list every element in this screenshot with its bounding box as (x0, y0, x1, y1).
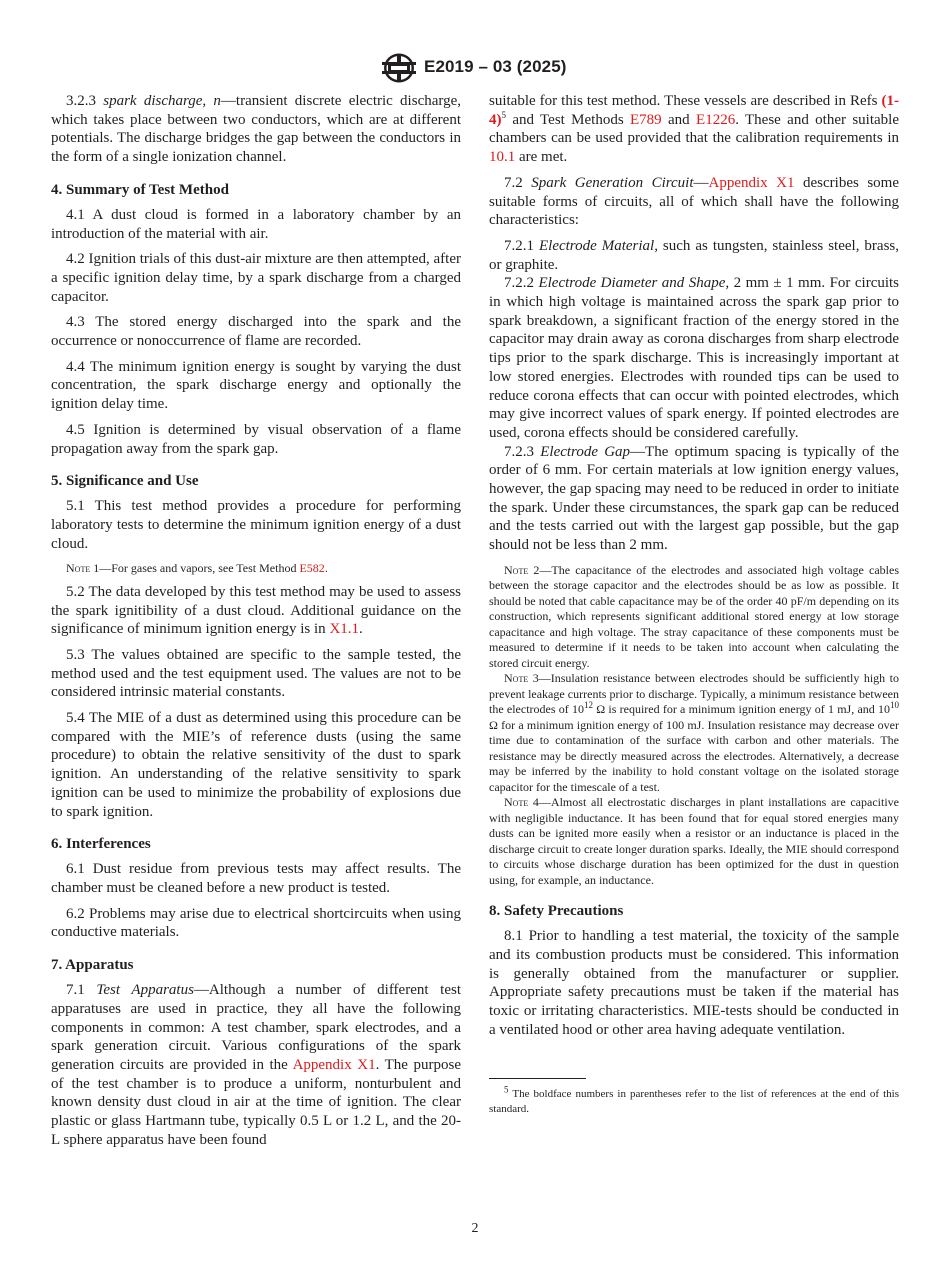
link-refs-1-4[interactable]: (1-4) (489, 93, 899, 128)
note-3: Note 3—Insulation resistance between electrodes should be sufficiently high to prevent leakage currents prior to discharge. Typically, a minimum resistance between the electrodes of $10^{12}$ Ω is required for a minimum ignition energy of 1 mJ, and $10^{10}$ Ω for a minimum ignition energy of 100 mJ. Insulation resistance may decrease over time due to contamination of the surface with carbon and other materials. The resistance may be directly measured across the electrodes. Alternatively, a decrease may be inferred by the inability to hold constant voltage on the isolated storage capacitor for the timescale of a test. (489, 671, 900, 794)
footnote-marker: 5 (501, 109, 506, 120)
astm-logo-icon (380, 52, 418, 84)
link-e582[interactable]: E582 (299, 561, 325, 576)
paragraph-7-2-2: 7.2.2 Electrode Diameter and Shape, 2 mm ± 1 mm. For circuits in which high voltage is maintained across the spark gap prior to spark breakdown, a significant fraction of the energy stored in the capacitor may drain away as corona discharges from sharp electrode tips prior to the spark discharge. This is increasingly important at low stored energies. Electrodes with rounded tips can be used to reduce corona effects that can occur with pointed electrodes, which may give incorrect values of spark energy. If pointed electrodes are used, corona effects should be considered carefully. (489, 275, 900, 441)
link-appendix-x1[interactable]: Appendix X1 (292, 1056, 376, 1073)
paragraph-5-2: 5.2 The data developed by this test method may be used to assess the spark ignitibility of a dust cloud. Additional guidance on the significance of minimum ignition energy is in X1.1. (51, 583, 461, 638)
paragraph-7-1: 7.1 Test Apparatus—Although a number of different test apparatuses are used in practice, they all have the following components in common: A test chamber, spark electrodes, and a spark generation circuit. Various configurations of the spark generation circuits are provided in the Appendix X1. The purpose of the test chamber is to produce a uniform, nonturbulent and known density dust cloud in air at the time of ignition. The clear plastic or glass Hartmann tube, typically 0.5 L or 1.2 L, and the 20-L sphere apparatus have been found (51, 982, 461, 1148)
paragraph-3-2-3: 3.2.3 spark discharge, n—transient discrete electric discharge, which takes place between two conductors, which are at different potentials. The discharge bridges the gap between the conductors in the form of a single ionization channel. (51, 93, 462, 166)
paragraph-4-3: 4.3 The stored energy discharged into the spark and the occurrence or nonoccurrence of flame are recorded. (51, 314, 461, 350)
right-column (489, 92, 899, 1117)
paragraph-4-1: 4.1 A dust cloud is formed in a laboratory chamber by an introduction of the material with air. (51, 206, 461, 242)
note-1: Note 1—For gases and vapors, see Test Method E582. (66, 561, 328, 576)
paragraph-5-4: 5.4 The MIE of a dust as determined using this procedure can be compared with the MIE’s of reference dusts (using the same procedure) to obtain the relative sensitivity of the dust to spark ignition. An understanding of the relative sensitivity to spark ignition can be used to minimize the probability of explosions due to spark ignition. (51, 710, 461, 820)
note-4: Note 4—Almost all electrostatic discharges in plant installations are capacitive with negligible inductance. It has been found that for equal stored energies many dusts can be ignited more easily when a resistor or an inductance is placed in the discharge circuit to create longer duration sparks. Ideally, the MIE should correspond to circuits whose discharge duration has been optimized for the dust in question using, for example, an inductance. (489, 795, 899, 887)
paragraph-5-3: 5.3 The values obtained are specific to the sample tested, the method used and the test equipment used. The values are not to be considered intrinsic material constants. (51, 646, 461, 701)
paragraph-6-2: 6.2 Problems may arise due to electrical shortcircuits when using conductive materials. (51, 905, 461, 941)
footnote-divider (489, 1078, 586, 1079)
paragraph-7-2: 7.2 Spark Generation Circuit—Appendix X1 describes some suitable forms of circuits, all of which shall have the following characteristics: (489, 174, 899, 229)
section-heading-8: 8. Safety Precautions (489, 903, 624, 920)
paragraph-7-1-continued: suitable for this test method. These vessels are described in Refs $(1-4)^5$ and Test Methods E789 and E1226. These and other suitable chambers can be used provided that the calibration requirements in 10.1 are met. (489, 93, 899, 166)
note-2: Note 2—The capacitance of the electrodes and associated high voltage cables between the storage capacitor and the electrodes should be as low as possible. It should be noted that cable capacitance may be of the order 40 pF/m depending on its construction, which represents significant additional stored energy at low storage capacitance and high voltage. The stray capacitance of these components must be measured to determine if it needs to be taken into account when calculating the stored circuit energy. (489, 562, 899, 670)
paragraph-8-1: 8.1 Prior to handling a test material, the toxicity of the sample and its combustion products must be considered. This information is generally obtained from the manufacturer or supplier. Appropriate safety precautions must be taken if the material has toxic or irritating characteristics. MIE-tests should be conducted in a ventilated hood or other area having adequate ventilation. (489, 928, 899, 1038)
paragraph-7-2-1: 7.2.1 Electrode Material, such as tungsten, stainless steel, brass, or graphite. (489, 237, 900, 273)
paragraph-5-1: 5.1 This test method provides a procedure for performing laboratory tests to determine the minimum ignition energy of a dust cloud. (51, 498, 461, 552)
paragraph-4-4: 4.4 The minimum ignition energy is sought by varying the dust concentration, the spark discharge energy and optionally the ignition delay time. (51, 358, 461, 413)
link-appendix-x1-circuit[interactable]: Appendix X1 (708, 174, 795, 191)
footnote-5: $^5$ The boldface numbers in parentheses refer to the list of references at the end of this standard. (489, 1083, 899, 1115)
section-heading-6: 6. Interferences (51, 836, 151, 853)
paragraph-7-2-3: 7.2.3 Electrode Gap—The optimum spacing is typically of the order of 6 mm. For certain materials at low ignition energy values, however, the gap spacing may need to be reduced in order to initiate the spark. Under these circumstances, the spark gap can be reduced and the tests carried out with the largest gap possible, but the gap should not be less than 2 mm. (489, 443, 900, 554)
page-header (0, 52, 950, 86)
page-number: 2 (471, 1221, 479, 1236)
paragraph-6-1: 6.1 Dust residue from previous tests may affect results. The chamber must be cleaned before a new product is tested. (51, 861, 461, 896)
paragraph-4-5: 4.5 Ignition is determined by visual observation of a flame propagation away from the spark gap. (51, 421, 461, 457)
section-heading-5: 5. Significance and Use (51, 473, 199, 490)
link-e1226[interactable]: E1226 (696, 111, 736, 128)
document-id: E2019 – 03 (2025) (424, 57, 567, 76)
paragraph-4-2: 4.2 Ignition trials of this dust-air mixture are then attempted, after a specific ignition delay time, by a spark discharge from a charged capacitor. (51, 251, 461, 305)
section-heading-4: 4. Summary of Test Method (51, 181, 229, 198)
section-heading-7: 7. Apparatus (51, 957, 134, 974)
link-e789[interactable]: E789 (630, 111, 662, 128)
left-column (51, 92, 461, 1156)
link-10-1[interactable]: 10.1 (489, 149, 516, 166)
link-x1-1[interactable]: X1.1 (329, 621, 360, 638)
